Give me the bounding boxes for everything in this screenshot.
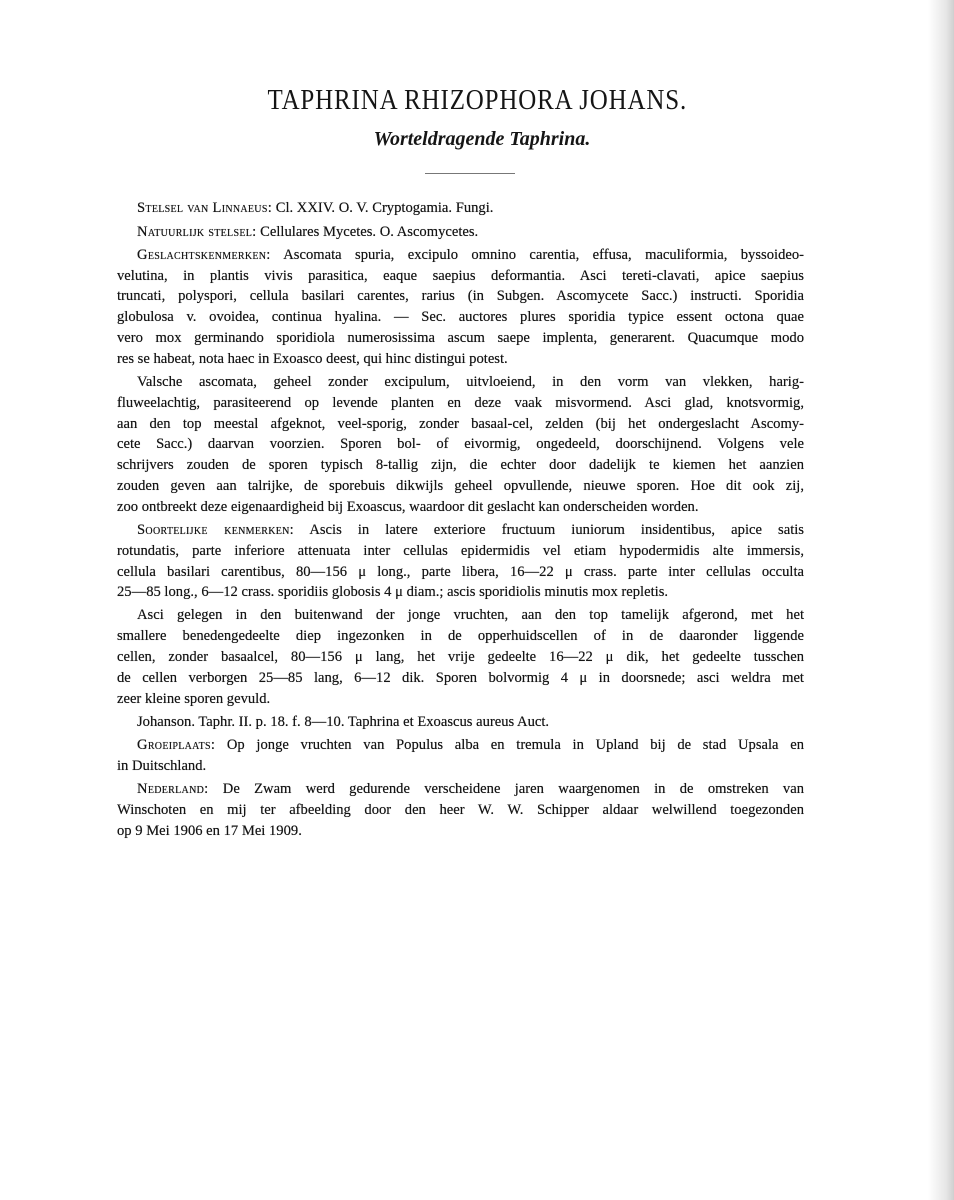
text-line <box>117 582 804 603</box>
text-line <box>117 668 804 689</box>
text-line <box>117 393 804 414</box>
text-line <box>117 756 804 777</box>
line-text: truncati, polyspori, cellula basilari carentes, rarius (in Subgen. Ascomycete Sacc.) instructi. Sporidia <box>117 288 804 305</box>
text-line <box>117 647 804 668</box>
text-line <box>117 689 804 710</box>
line-text: res se habeat, nota haec in Exoasco deest, qui hinc distingui potest. <box>117 350 508 367</box>
paragraph <box>117 605 804 709</box>
line-text: cete Sacc.) daarvan voorzien. Sporen bol- of eivormig, ongedeeld, doorschijnend. Volgens vele <box>117 436 804 453</box>
text-line <box>117 735 804 756</box>
line-text: smallere benedengedeelte diep ingezonken in de opperhuidscellen of in de daaronder liggende <box>117 628 804 645</box>
line-text: Op jonge vruchten van Populus alba en tremula in Upland bij de stad Upsala en <box>215 737 804 754</box>
paragraph <box>117 245 804 370</box>
line-text: aan den top meestal afgeknot, veel-sporig, zonder basaal-cel, zelden (bij het ondergeslacht Ascomy- <box>117 415 804 432</box>
line-text: zouden geven aan talrijke, de sporebuis dikwijls geheel opvullende, nieuwe sporen. Hoe dit ook zij, <box>117 477 804 494</box>
section-label: Soortelijke kenmerken: <box>137 521 295 538</box>
line-text: in Duitschland. <box>117 757 207 774</box>
paragraph <box>117 712 804 733</box>
text-line <box>117 349 804 370</box>
line-text: fluweelachtig, parasiteerend op levende planten en deze vaak misvormend. Asci glad, knotsvormig, <box>117 394 804 411</box>
line-text: Ascis in latere exteriore fructuum iuniorum insidentibus, apice satis <box>294 521 804 538</box>
text-line <box>117 821 804 842</box>
line-text: Cl. XXIV. O. V. Cryptogamia. Fungi. <box>272 200 494 217</box>
paragraph <box>117 372 804 518</box>
title-divider <box>425 173 515 174</box>
text-line <box>117 372 804 393</box>
line-text: rotundatis, parte inferiore attenuata inter cellulas epidermidis vel etiam hypodermidis alte immersis, <box>117 542 804 559</box>
text-line <box>117 198 804 219</box>
line-text: Johanson. Taphr. II. p. 18. f. 8—10. Taphrina et Exoascus aureus Auct. <box>137 713 550 730</box>
text-line <box>117 455 804 476</box>
text-line <box>117 712 804 733</box>
section-label: Nederland: <box>137 781 209 798</box>
paragraph <box>117 735 804 777</box>
line-text: schrijvers zouden de sporen typisch 8-tallig zijn, die echter door dadelijk te kiemen het aanzien <box>117 457 804 474</box>
page-title: TAPHRINA RHIZOPHORA JOHANS. <box>267 84 688 116</box>
text-line <box>117 800 804 821</box>
line-text: de cellen verborgen 25—85 lang, 6—12 dik. Sporen bolvormig 4 μ in doorsnede; asci weldra met <box>117 669 804 686</box>
text-line <box>117 286 804 307</box>
line-text: 25—85 long., 6—12 crass. sporidiis globosis 4 μ diam.; ascis sporidiolis minutis mox repletis. <box>117 584 669 601</box>
line-text: Asci gelegen in den buitenwand der jonge vruchten, aan den top tamelijk afgerond, met het <box>137 607 804 624</box>
text-line <box>117 497 804 518</box>
text-line <box>117 266 804 287</box>
line-text: velutina, in plantis vivis parasitica, eaque saepius deformantia. Asci tereti-clavati, apice saepius <box>117 267 804 284</box>
text-line <box>117 779 804 800</box>
text-line <box>117 626 804 647</box>
line-text: vero mox germinando sporidiola numerosissima ascum saepe implenta, generarent. Quacumque modo <box>117 329 804 346</box>
text-line <box>117 476 804 497</box>
line-text: De Zwam werd gedurende verscheidene jaren waargenomen in de omstreken van <box>208 781 804 798</box>
paragraph <box>117 779 804 841</box>
section-label: Stelsel van Linnaeus: <box>137 200 273 217</box>
text-line <box>117 328 804 349</box>
page-subtitle: Worteldragende Taphrina. <box>373 128 591 150</box>
text-line <box>117 414 804 435</box>
line-text: op 9 Mei 1906 en 17 Mei 1909. <box>117 822 302 839</box>
document-body <box>117 196 804 841</box>
line-text: cellula basilari carentibus, 80—156 μ long., parte libera, 16—22 μ crass. parte inter cellulas occulta <box>117 563 804 580</box>
line-text: Cellulares Mycetes. O. Ascomycetes. <box>256 223 479 240</box>
section-label: Natuurlijk stelsel: <box>137 223 257 240</box>
line-text: cellen, zonder basaalcel, 80—156 μ lang, het vrije gedeelte 16—22 μ dik, het gedeelte tusschen <box>117 649 804 666</box>
text-line <box>117 434 804 455</box>
text-line <box>117 562 804 583</box>
text-line <box>117 307 804 328</box>
paragraph <box>117 222 804 243</box>
line-text: zeer kleine sporen gevuld. <box>117 690 271 707</box>
line-text: Ascomata spuria, excipulo omnino carentia, effusa, maculiformia, byssoideo- <box>270 246 804 263</box>
line-text: Winschoten en mij ter afbeelding door den heer W. W. Schipper aldaar welwillend toegezonden <box>117 801 804 818</box>
text-line <box>117 605 804 626</box>
scan-edge-shadow <box>928 0 954 1200</box>
text-line <box>117 541 804 562</box>
line-text: globulosa v. ovoidea, continua hyalina. — Sec. auctores plures sporidia typice essent octona quae <box>117 309 804 326</box>
text-line <box>117 520 804 541</box>
paragraph <box>117 520 804 603</box>
section-label: Groeiplaats: <box>137 737 216 754</box>
text-line <box>117 222 804 243</box>
section-label: Geslachtskenmerken: <box>137 246 271 263</box>
paragraph <box>117 198 804 219</box>
line-text: zoo ontbreekt deze eigenaardigheid bij Exoascus, waardoor dit geslacht kan onderscheiden worden. <box>117 498 699 515</box>
text-line <box>117 245 804 266</box>
line-text: Valsche ascomata, geheel zonder excipulum, uitvloeiend, in den vorm van vlekken, harig- <box>137 373 804 390</box>
